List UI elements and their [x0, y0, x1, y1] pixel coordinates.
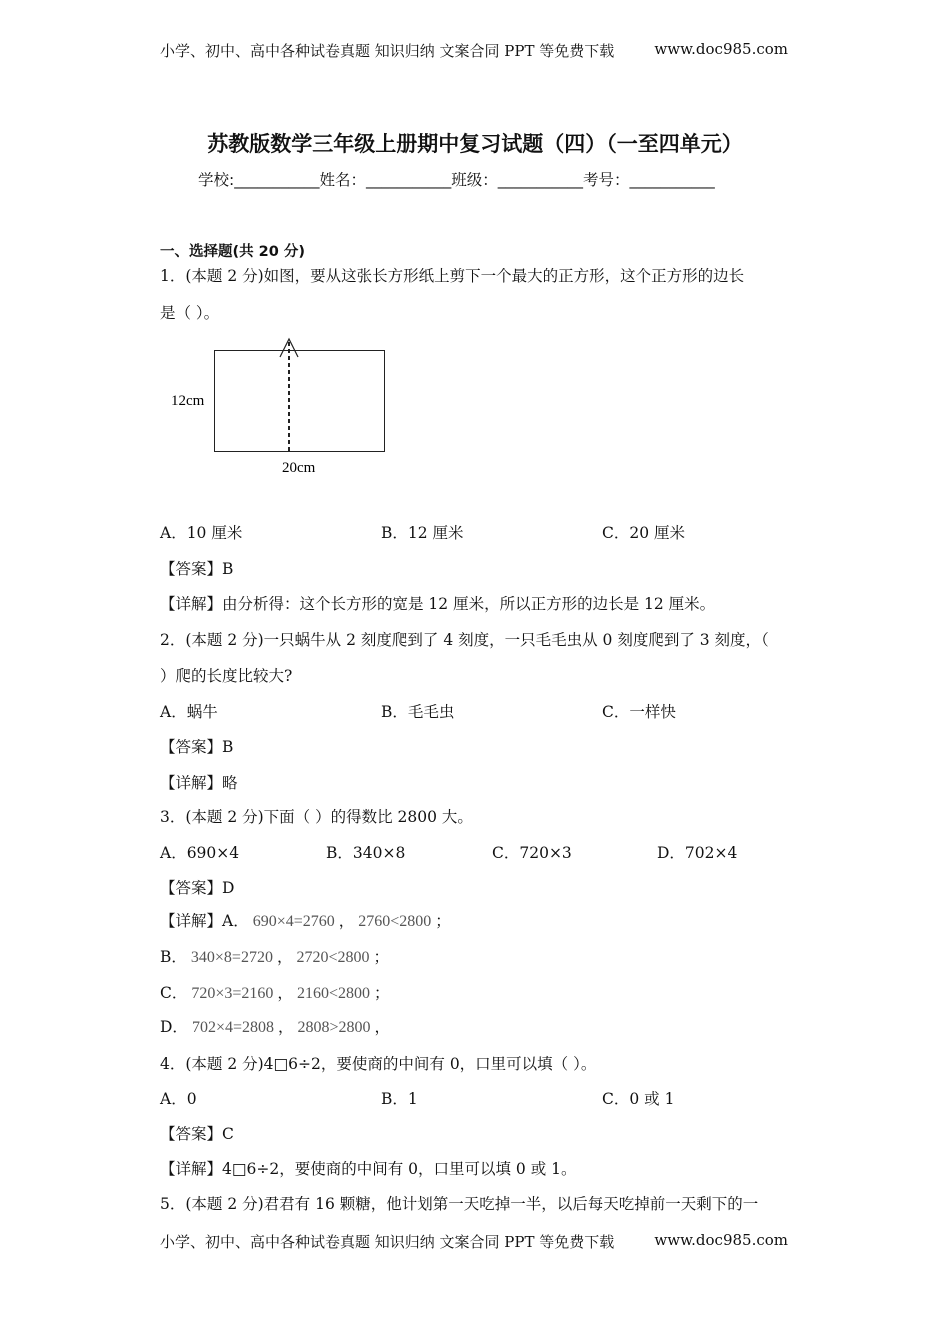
page-title: 苏教版数学三年级上册期中复习试题（四）（一至四单元）	[207, 132, 743, 156]
q1-text: 1．(本题 2 分)如图，要从这张长方形纸上剪下一个最大的正方形，这个正方形的边长	[160, 267, 745, 285]
detail-prefix: B．	[160, 948, 187, 966]
q3-detail-b: B． 340×8=2720 ， 2720<2800 ；	[160, 948, 389, 966]
q1-option-c: C．20 厘米	[602, 524, 686, 542]
formula: 690×4=2760	[252, 913, 335, 930]
formula: 2808>2800	[297, 1019, 371, 1036]
page-header	[160, 40, 788, 61]
formula: 340×8=2720	[190, 949, 273, 966]
q3-option-d: D．702×4	[657, 844, 738, 862]
q5-text: 5．(本题 2 分)君君有 16 颗糖，他计划第一天吃掉一半，以后每天吃掉前一天剩下的一	[160, 1195, 759, 1213]
q4-option-a: A．0	[160, 1090, 197, 1108]
q2-answer: 【答案】B	[160, 738, 234, 756]
q4-option-b: B．1	[381, 1090, 418, 1108]
q3-detail-d: D． 702×4=2808 ， 2808>2800 ，	[160, 1018, 391, 1036]
q4-option-c: C．0 或 1	[602, 1090, 675, 1108]
formula: 2760<2800	[358, 913, 432, 930]
q3-detail-c: C． 720×3=2160 ， 2160<2800 ；	[160, 984, 390, 1002]
q3-answer: 【答案】D	[160, 879, 235, 897]
q3-option-c: C．720×3	[492, 844, 572, 862]
detail-prefix: D．	[160, 1018, 188, 1036]
page-footer	[160, 1231, 788, 1252]
q4-answer: 【答案】C	[160, 1125, 234, 1143]
punct: ；	[373, 948, 389, 966]
formula: 2720<2800	[296, 949, 370, 966]
q3-option-b: B．340×8	[326, 844, 406, 862]
q1-option-b: B．12 厘米	[381, 524, 464, 542]
q3-option-a: A．690×4	[160, 844, 240, 862]
detail-prefix: C．	[160, 984, 188, 1002]
footer-link[interactable]: www.doc985.com	[654, 1231, 788, 1249]
q4-text: 4．(本题 2 分)4□6÷2，要使商的中间有 0，口里可以填（ ）。	[160, 1055, 597, 1073]
q2-option-b: B．毛毛虫	[381, 703, 455, 721]
q2-text-2: ）爬的长度比较大?	[160, 667, 293, 685]
q2-option-a: A．蜗牛	[160, 703, 218, 721]
rectangle-figure	[160, 335, 400, 480]
formula: 720×3=2160	[191, 985, 274, 1002]
header-text: 小学、初中、高中各种试卷真题 知识归纳 文案合同 PPT 等免费下载	[160, 42, 615, 60]
header-link[interactable]: www.doc985.com	[654, 40, 788, 58]
q3-text: 3．(本题 2 分)下面（ ）的得数比 2800 大。	[160, 808, 473, 826]
punct: ；	[373, 984, 390, 1002]
student-info-line: 学校:___________姓名：___________班级：___________考号：___________	[198, 171, 715, 189]
formula: 702×4=2808	[191, 1019, 274, 1036]
q1-answer: 【答案】B	[160, 560, 234, 578]
q1-detail: 【详解】由分析得：这个长方形的宽是 12 厘米，所以正方形的边长是 12 厘米。	[160, 595, 716, 613]
width-label: 20cm	[282, 460, 316, 476]
q2-detail: 【详解】略	[160, 774, 238, 792]
q1-text-2: 是（ ）。	[160, 304, 220, 322]
height-label: 12cm	[171, 393, 205, 409]
q3-detail-a: 【详解】A． 690×4=2760 ， 2760<2800 ；	[160, 912, 451, 930]
q4-detail: 【详解】4□6÷2，要使商的中间有 0，口里可以填 0 或 1。	[160, 1160, 577, 1178]
q2-text: 2．(本题 2 分)一只蜗牛从 2 刻度爬到了 4 刻度，一只毛毛虫从 0 刻度爬到了 3 刻度，（	[160, 631, 769, 649]
formula: 2160<2800	[296, 985, 370, 1002]
q2-option-c: C．一样快	[602, 703, 676, 721]
punct: ，	[374, 1018, 391, 1036]
q1-option-a: A．10 厘米	[160, 524, 243, 542]
arrow-icon	[280, 339, 298, 357]
section-heading: 一、选择题(共 20 分)	[160, 244, 306, 260]
detail-prefix: 【详解】A．	[160, 912, 249, 930]
footer-text: 小学、初中、高中各种试卷真题 知识归纳 文案合同 PPT 等免费下载	[160, 1233, 615, 1251]
punct: ；	[435, 912, 451, 930]
